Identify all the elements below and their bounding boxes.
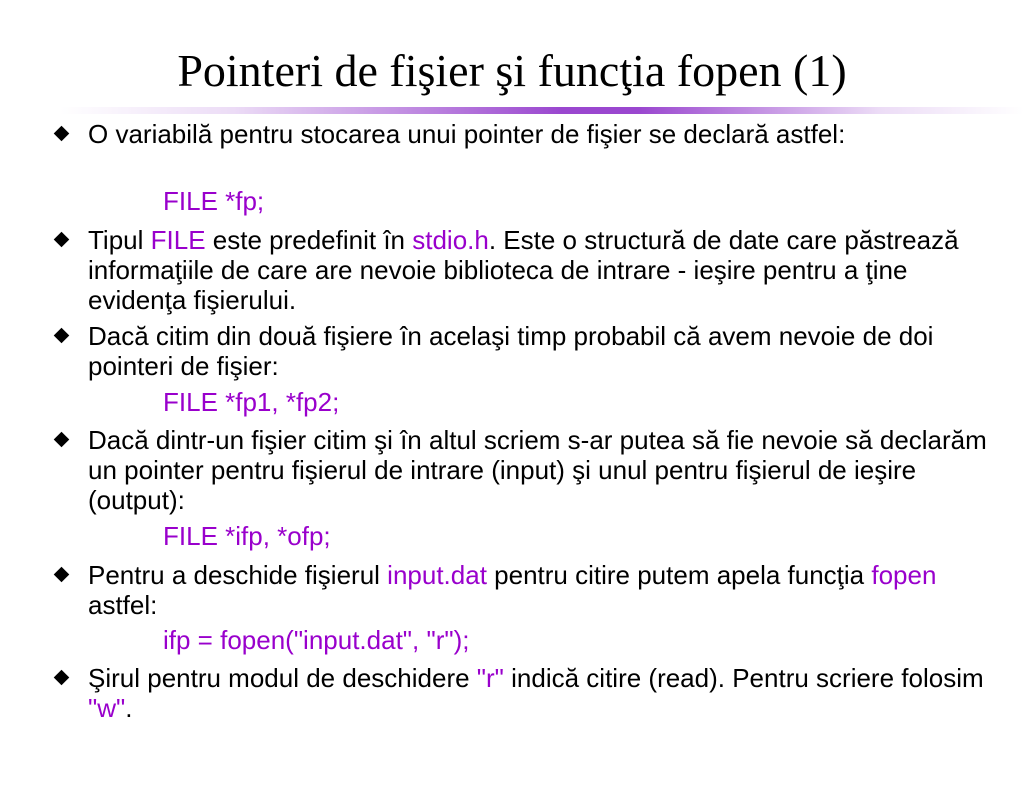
bullet-highlight: FILE: [150, 225, 206, 255]
bullet-item: [88, 560, 988, 620]
bullet-highlight: "w": [88, 693, 126, 723]
bullet-highlight: stdio.h: [412, 225, 489, 255]
diamond-bullet-icon: [54, 567, 70, 583]
bullet-item: [88, 225, 988, 315]
code-line: FILE *fp;: [163, 186, 265, 216]
bullet-text: astfel:: [88, 590, 158, 620]
bullet-item: [88, 663, 988, 723]
bullet-highlight: fopen: [871, 560, 937, 590]
bullet-text: . Este o structură de date care păstrează informaţiile de care are nevoie biblioteca de intrare - ieşire pentru a ţine evidenţa fişierului.: [88, 225, 959, 315]
code-line: FILE *fp1, *fp2;: [163, 387, 340, 417]
bullet-text: .: [125, 693, 133, 723]
bullet-highlight: input.dat: [387, 560, 487, 590]
bullet-item: [88, 321, 988, 381]
diamond-bullet-icon: [54, 328, 70, 344]
bullet-text: Şirul pentru modul de deschidere: [88, 663, 477, 693]
bullet-item: [88, 425, 988, 515]
bullet-text: este predefinit în: [205, 225, 413, 255]
bullet-highlight: "r": [476, 663, 504, 693]
code-line: FILE *ifp, *ofp;: [163, 521, 331, 551]
diamond-bullet-icon: [54, 232, 70, 248]
slide-title: Pointeri de fişier şi funcţia fopen (1): [177, 45, 847, 96]
bullet-text: indică citire (read). Pentru scriere folosim: [503, 663, 984, 693]
bullet-text: pentru citire putem apela funcţia: [486, 560, 872, 590]
diamond-bullet-icon: [54, 670, 70, 686]
diamond-bullet-icon: [54, 126, 70, 142]
bullet-item: [88, 119, 988, 149]
diamond-bullet-icon: [54, 432, 70, 448]
bullet-text: Tipul: [88, 225, 151, 255]
bullet-text: O variabilă pentru stocarea unui pointer de fişier se declară astfel:: [88, 119, 846, 149]
bullet-text: Pentru a deschide fişierul: [88, 560, 388, 590]
code-line: ifp = fopen("input.dat", "r");: [163, 625, 470, 655]
bullet-text: Dacă dintr-un fişier citim şi în altul scriem s-ar putea să fie nevoie să declarăm un pointer pentru fişierul de intrare (input) şi unul pentru fişierul de ieşire (output):: [88, 425, 987, 515]
bullet-text: Dacă citim din două fişiere în acelaşi timp probabil că avem nevoie de doi pointeri de fişier:: [88, 321, 934, 381]
